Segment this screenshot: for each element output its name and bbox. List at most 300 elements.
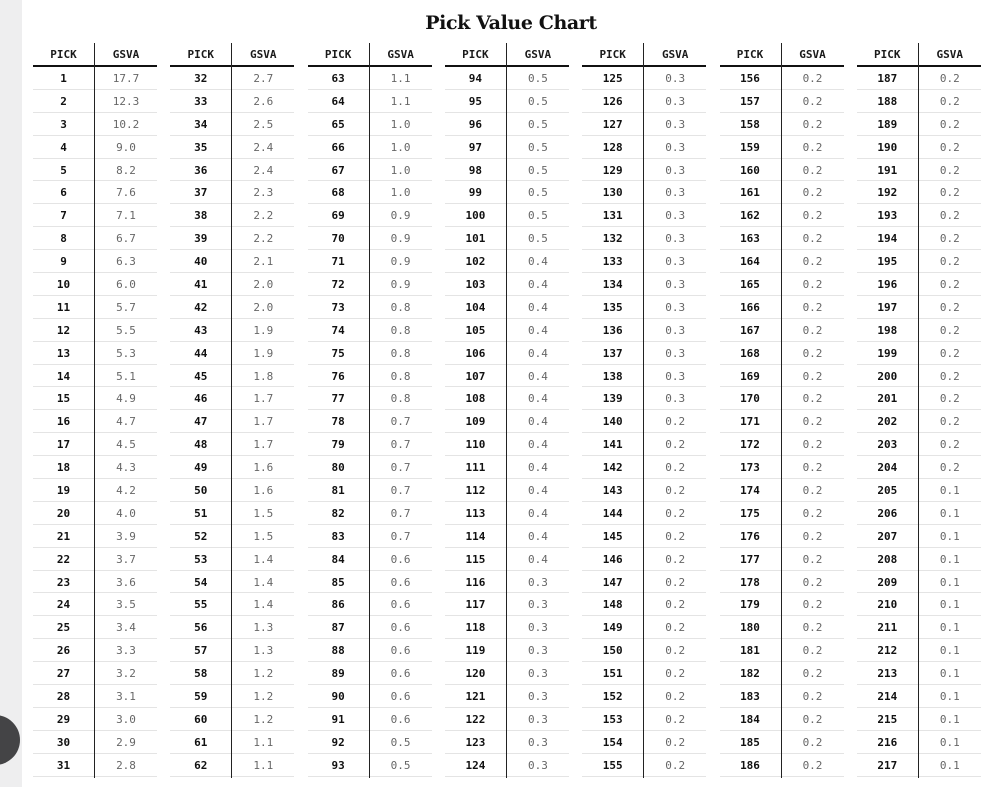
table-row <box>170 319 294 342</box>
table-row <box>720 754 844 777</box>
pick-cell: 139 <box>602 392 623 406</box>
gsva-cell: 0.5 <box>390 735 411 749</box>
pick-cell: 61 <box>194 735 208 749</box>
gsva-cell: 1.9 <box>253 346 274 360</box>
gsva-cell: 0.3 <box>665 278 686 292</box>
gsva-cell: 0.4 <box>527 552 548 566</box>
pick-cell: 30 <box>56 735 71 749</box>
gsva-cell: 1.3 <box>253 644 274 658</box>
table-row <box>720 113 844 136</box>
pick-cell: 110 <box>465 438 486 452</box>
gsva-cell: 3.3 <box>116 644 136 658</box>
gsva-cell: 2.3 <box>253 186 274 200</box>
table-row <box>582 593 706 616</box>
pick-cell: 34 <box>194 117 208 131</box>
pick-cell: 153 <box>602 712 623 726</box>
gsva-cell: 0.2 <box>665 644 686 658</box>
pick-cell: 204 <box>877 461 898 475</box>
gsva-cell: 1.0 <box>390 117 411 131</box>
table-row <box>720 639 844 662</box>
table-row <box>33 136 157 159</box>
table-row <box>170 571 294 594</box>
table-row <box>720 365 844 388</box>
pick-cell: 145 <box>602 529 623 543</box>
pick-cell: 127 <box>602 117 623 131</box>
table-row <box>720 548 844 571</box>
table-row <box>445 433 569 456</box>
table-row <box>720 319 844 342</box>
column-divider <box>506 43 507 778</box>
pick-cell: 117 <box>465 598 486 612</box>
table-row <box>170 410 294 433</box>
table-row <box>308 159 432 182</box>
gsva-cell: 0.2 <box>802 712 823 726</box>
pick-cell: 116 <box>465 575 486 589</box>
pick-cell: 53 <box>194 552 208 566</box>
gsva-cell: 0.3 <box>665 94 686 108</box>
table-row <box>582 319 706 342</box>
gsva-cell: 7.1 <box>116 209 136 223</box>
table-row <box>857 387 981 410</box>
gsva-cell: 2.6 <box>253 94 274 108</box>
table-column-group <box>720 43 844 777</box>
table-row <box>170 685 294 708</box>
pick-cell: 38 <box>194 209 208 223</box>
gsva-cell: 7.6 <box>116 186 136 200</box>
table-row <box>445 227 569 250</box>
gsva-cell: 0.3 <box>527 735 548 749</box>
gsva-cell: 0.2 <box>802 300 823 314</box>
pick-cell: 106 <box>465 346 486 360</box>
pick-cell: 148 <box>602 598 623 612</box>
pick-cell: 51 <box>194 506 208 520</box>
gsva-cell: 0.1 <box>939 690 960 704</box>
pick-cell: 134 <box>602 278 623 292</box>
table-row <box>720 342 844 365</box>
gsva-cell: 0.6 <box>390 690 411 704</box>
gsva-cell: 2.2 <box>253 209 274 223</box>
gsva-cell: 0.4 <box>527 461 548 475</box>
pick-cell: 18 <box>56 461 71 475</box>
table-row <box>720 90 844 113</box>
pick-cell: 74 <box>331 323 345 337</box>
table-row <box>308 662 432 685</box>
table-row <box>170 181 294 204</box>
table-row <box>582 571 706 594</box>
table-row <box>445 90 569 113</box>
gsva-cell: 0.5 <box>527 232 548 246</box>
pick-cell: 5 <box>60 163 67 177</box>
table-row <box>857 204 981 227</box>
table-row <box>720 250 844 273</box>
table-row <box>445 159 569 182</box>
table-row <box>720 662 844 685</box>
header-gsva: GSVA <box>936 48 964 61</box>
pick-cell: 112 <box>465 484 486 498</box>
gsva-cell: 1.6 <box>253 461 274 475</box>
pick-cell: 164 <box>740 255 760 269</box>
table-row <box>308 685 432 708</box>
table-column-group <box>445 43 569 777</box>
gsva-cell: 0.2 <box>802 163 823 177</box>
gsva-cell: 0.4 <box>527 392 548 406</box>
gsva-cell: 1.4 <box>253 552 274 566</box>
gsva-cell: 8.2 <box>116 163 136 177</box>
table-header <box>582 43 706 67</box>
pick-cell: 95 <box>468 94 483 108</box>
gsva-cell: 0.6 <box>390 644 411 658</box>
pick-cell: 73 <box>331 300 345 314</box>
table-row <box>720 433 844 456</box>
gsva-cell: 5.5 <box>116 323 136 337</box>
column-divider <box>94 43 95 778</box>
gsva-cell: 0.2 <box>939 369 960 383</box>
pick-cell: 113 <box>465 506 486 520</box>
table-row <box>308 708 432 731</box>
table-row <box>308 616 432 639</box>
pick-cell: 28 <box>56 690 71 704</box>
gsva-cell: 0.9 <box>390 278 411 292</box>
pick-cell: 91 <box>331 712 345 726</box>
pick-cell: 6 <box>60 186 67 200</box>
gsva-cell: 0.2 <box>665 552 686 566</box>
gsva-cell: 0.2 <box>939 255 960 269</box>
gsva-cell: 0.2 <box>802 232 823 246</box>
gsva-cell: 1.1 <box>253 735 274 749</box>
gsva-cell: 0.4 <box>527 369 548 383</box>
gsva-cell: 0.5 <box>527 209 548 223</box>
pick-cell: 143 <box>602 484 623 498</box>
pick-cell: 175 <box>740 506 760 520</box>
gsva-cell: 4.2 <box>116 484 136 498</box>
column-divider <box>781 43 782 778</box>
gsva-cell: 0.2 <box>802 621 823 635</box>
pick-cell: 189 <box>877 117 898 131</box>
pick-cell: 39 <box>194 232 208 246</box>
gsva-cell: 0.3 <box>665 369 686 383</box>
gsva-cell: 0.2 <box>665 461 686 475</box>
table-row <box>857 525 981 548</box>
gsva-cell: 0.3 <box>527 644 548 658</box>
table-row <box>857 365 981 388</box>
table-row <box>33 159 157 182</box>
table-row <box>445 708 569 731</box>
gsva-cell: 0.4 <box>527 300 548 314</box>
gsva-cell: 0.2 <box>939 140 960 154</box>
table-row <box>33 410 157 433</box>
gsva-cell: 10.2 <box>112 117 140 131</box>
pick-cell: 147 <box>602 575 623 589</box>
table-row <box>857 502 981 525</box>
table-column-group <box>857 43 981 777</box>
pick-cell: 57 <box>194 644 208 658</box>
table-row <box>445 731 569 754</box>
gsva-cell: 0.2 <box>802 392 823 406</box>
table-row <box>445 250 569 273</box>
table-row <box>170 593 294 616</box>
gsva-cell: 0.2 <box>665 598 686 612</box>
pick-cell: 190 <box>877 140 898 154</box>
gsva-cell: 1.5 <box>253 506 274 520</box>
pick-cell: 132 <box>602 232 623 246</box>
pick-cell: 2 <box>60 94 67 108</box>
pick-cell: 92 <box>331 735 345 749</box>
table-row <box>720 685 844 708</box>
table-row <box>308 250 432 273</box>
table-row <box>308 433 432 456</box>
gsva-cell: 0.1 <box>939 575 960 589</box>
pick-cell: 119 <box>465 644 486 658</box>
pick-cell: 58 <box>194 667 208 681</box>
pick-cell: 206 <box>877 506 898 520</box>
table-header <box>720 43 844 67</box>
gsva-cell: 1.1 <box>253 758 274 772</box>
pick-cell: 59 <box>194 690 208 704</box>
gsva-cell: 2.1 <box>253 255 274 269</box>
gsva-cell: 0.1 <box>939 529 960 543</box>
pick-cell: 187 <box>877 72 898 85</box>
pick-cell: 162 <box>740 209 760 223</box>
pick-cell: 126 <box>602 94 623 108</box>
gsva-cell: 0.3 <box>665 323 686 337</box>
pick-cell: 215 <box>877 712 898 726</box>
gsva-cell: 0.4 <box>527 278 548 292</box>
gsva-cell: 0.4 <box>527 438 548 452</box>
table-row <box>308 227 432 250</box>
table-row <box>857 616 981 639</box>
pick-cell: 136 <box>602 323 623 337</box>
table-row <box>445 67 569 90</box>
gsva-cell: 0.3 <box>527 667 548 681</box>
table-row <box>308 365 432 388</box>
pick-cell: 65 <box>331 117 345 131</box>
pick-cell: 142 <box>602 461 623 475</box>
gsva-cell: 0.3 <box>665 140 686 154</box>
pick-cell: 130 <box>602 186 623 200</box>
gsva-cell: 0.2 <box>665 484 686 498</box>
table-row <box>308 113 432 136</box>
gsva-cell: 0.2 <box>665 506 686 520</box>
gsva-cell: 0.2 <box>665 667 686 681</box>
pick-cell: 9 <box>60 255 67 269</box>
pick-cell: 168 <box>740 346 760 360</box>
gsva-cell: 0.3 <box>665 117 686 131</box>
gsva-cell: 0.2 <box>802 278 823 292</box>
table-row <box>445 479 569 502</box>
table-row <box>582 136 706 159</box>
column-divider <box>643 43 644 778</box>
gsva-cell: 0.2 <box>802 94 823 108</box>
pick-cell: 80 <box>331 461 345 475</box>
gsva-cell: 0.3 <box>527 621 548 635</box>
table-row <box>445 456 569 479</box>
gsva-cell: 0.2 <box>665 575 686 589</box>
table-row <box>857 685 981 708</box>
table-row <box>445 616 569 639</box>
table-row <box>720 273 844 296</box>
pick-cell: 14 <box>56 369 71 383</box>
pick-cell: 170 <box>740 392 760 406</box>
table-row <box>582 616 706 639</box>
pick-cell: 22 <box>56 552 71 566</box>
pick-cell: 84 <box>331 552 345 566</box>
table-row <box>445 319 569 342</box>
left-gutter <box>0 0 22 787</box>
table-row <box>33 525 157 548</box>
pick-cell: 135 <box>602 300 623 314</box>
pick-cell: 181 <box>740 644 760 658</box>
table-row <box>582 204 706 227</box>
gsva-cell: 2.9 <box>116 735 136 749</box>
table-row <box>445 342 569 365</box>
pick-cell: 26 <box>56 644 71 658</box>
gsva-cell: 0.4 <box>527 323 548 337</box>
gsva-cell: 0.2 <box>802 346 823 360</box>
gsva-cell: 1.9 <box>253 323 274 337</box>
header-pick: PICK <box>874 48 901 61</box>
header-pick: PICK <box>50 48 77 61</box>
pick-cell: 184 <box>740 712 760 726</box>
gsva-cell: 0.2 <box>802 186 823 200</box>
table-row <box>582 548 706 571</box>
pick-cell: 205 <box>877 484 898 498</box>
table-row <box>582 273 706 296</box>
pick-cell: 108 <box>465 392 486 406</box>
pick-cell: 88 <box>331 644 345 658</box>
pick-cell: 1 <box>60 72 67 85</box>
table-row <box>582 525 706 548</box>
gsva-cell: 1.1 <box>390 94 411 108</box>
table-row <box>445 273 569 296</box>
pick-cell: 183 <box>740 690 760 704</box>
gsva-cell: 0.1 <box>939 735 960 749</box>
table-row <box>582 67 706 90</box>
pick-cell: 98 <box>468 163 483 177</box>
pick-cell: 203 <box>877 438 898 452</box>
pick-cell: 131 <box>602 209 623 223</box>
gsva-cell: 0.2 <box>939 346 960 360</box>
pick-cell: 216 <box>877 735 898 749</box>
gsva-cell: 0.2 <box>939 323 960 337</box>
table-row <box>857 273 981 296</box>
pick-cell: 197 <box>877 300 898 314</box>
pick-cell: 105 <box>465 323 486 337</box>
table-row <box>857 227 981 250</box>
pick-cell: 89 <box>331 667 345 681</box>
table-row <box>445 181 569 204</box>
gsva-cell: 1.2 <box>253 712 274 726</box>
gsva-cell: 0.3 <box>527 575 548 589</box>
pick-cell: 138 <box>602 369 623 383</box>
table-row <box>582 502 706 525</box>
gsva-cell: 4.7 <box>116 415 136 429</box>
table-row <box>33 479 157 502</box>
pick-cell: 46 <box>194 392 208 406</box>
gsva-cell: 1.0 <box>390 163 411 177</box>
pick-cell: 32 <box>194 72 208 85</box>
pick-cell: 179 <box>740 598 760 612</box>
table-row <box>308 639 432 662</box>
header-gsva: GSVA <box>250 48 277 61</box>
pick-cell: 177 <box>740 552 760 566</box>
pick-cell: 166 <box>740 300 760 314</box>
table-row <box>445 204 569 227</box>
table-row <box>33 685 157 708</box>
pick-cell: 217 <box>877 758 898 772</box>
pick-cell: 76 <box>331 369 345 383</box>
pick-cell: 194 <box>877 232 898 246</box>
table-row <box>857 639 981 662</box>
pick-cell: 85 <box>331 575 345 589</box>
table-row <box>308 479 432 502</box>
table-row <box>720 479 844 502</box>
pick-cell: 42 <box>194 300 208 314</box>
table-row <box>170 708 294 731</box>
table-row <box>582 296 706 319</box>
gsva-cell: 0.2 <box>665 415 686 429</box>
table-row <box>445 113 569 136</box>
pick-cell: 45 <box>194 369 208 383</box>
header-gsva: GSVA <box>387 48 414 61</box>
gsva-cell: 0.1 <box>939 758 960 772</box>
table-row <box>170 342 294 365</box>
gsva-cell: 5.3 <box>116 346 136 360</box>
pick-cell: 137 <box>602 346 623 360</box>
table-row <box>170 548 294 571</box>
pick-cell: 101 <box>465 232 486 246</box>
gsva-cell: 1.5 <box>253 529 274 543</box>
pick-cell: 133 <box>602 255 623 269</box>
table-row <box>33 662 157 685</box>
pick-cell: 60 <box>194 712 208 726</box>
pick-cell: 41 <box>194 278 208 292</box>
gsva-cell: 6.7 <box>116 232 136 246</box>
table-header <box>170 43 294 67</box>
pick-cell: 163 <box>740 232 760 246</box>
gsva-cell: 1.8 <box>253 369 274 383</box>
pick-cell: 11 <box>56 300 71 314</box>
gsva-cell: 1.4 <box>253 598 274 612</box>
gsva-cell: 0.7 <box>390 461 411 475</box>
gsva-cell: 2.5 <box>253 117 274 131</box>
pick-cell: 207 <box>877 529 898 543</box>
gsva-cell: 5.7 <box>116 300 136 314</box>
table-row <box>33 571 157 594</box>
table-row <box>308 296 432 319</box>
table-row <box>170 387 294 410</box>
table-row <box>445 410 569 433</box>
gsva-cell: 0.7 <box>390 415 411 429</box>
table-row <box>857 548 981 571</box>
gsva-cell: 0.2 <box>665 621 686 635</box>
table-row <box>33 639 157 662</box>
table-row <box>33 593 157 616</box>
pick-cell: 78 <box>331 415 345 429</box>
gsva-cell: 0.3 <box>527 598 548 612</box>
gsva-cell: 3.9 <box>116 529 136 543</box>
gsva-cell: 0.6 <box>390 667 411 681</box>
gsva-cell: 1.4 <box>253 575 274 589</box>
table-row <box>720 502 844 525</box>
table-header <box>308 43 432 67</box>
table-row <box>857 662 981 685</box>
pick-cell: 182 <box>740 667 760 681</box>
table-row <box>445 754 569 777</box>
pick-cell: 50 <box>194 484 208 498</box>
gsva-cell: 0.1 <box>939 552 960 566</box>
table-row <box>720 708 844 731</box>
gsva-cell: 0.6 <box>390 712 411 726</box>
